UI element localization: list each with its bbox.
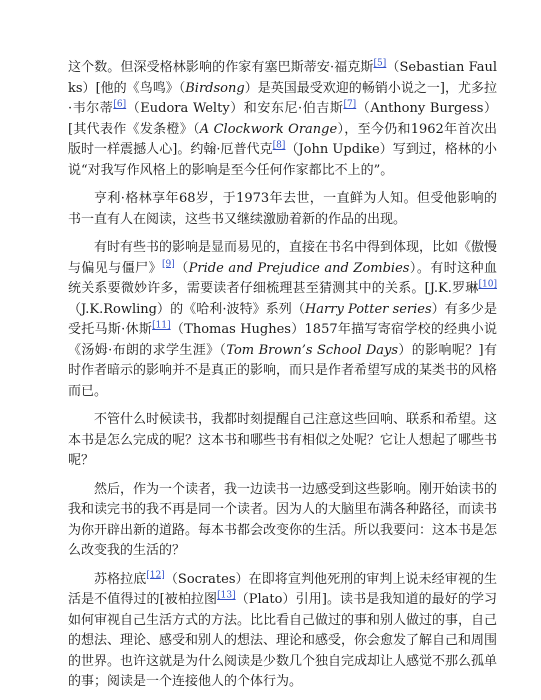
- text-run: （John Updike）写到过，格林的小说“对我写作风格上的影响是至今任何作家都比不上的”。: [68, 142, 497, 178]
- footnote-link[interactable]: [12]: [146, 570, 165, 581]
- italic-title: Pride and Prejudice and Zombies: [188, 260, 410, 276]
- text-run: （Sebastian Faulks）[他的《鸟鸣》（: [68, 60, 497, 96]
- text-run: （Socrates）在即将宣判他死刑的审判上说未经审视的生活是不值得过的[被柏拉图: [68, 571, 497, 607]
- footnote-link[interactable]: [11]: [152, 320, 171, 331]
- paragraph-6: [68, 570, 497, 693]
- paragraph-5: [68, 480, 497, 562]
- paragraph-3: [68, 238, 497, 402]
- text-run: 这个数。但深受格林影响的作家有塞巴斯蒂安·福克斯: [68, 60, 374, 75]
- text-run: 有时有些书的影响是显而易见的，直接在书名中得到体现，比如《傲慢与偏见与僵尸》: [68, 240, 498, 276]
- text-run: 然后，作为一个读者，我一边读书一边感受到这些影响。刚开始读书的我和读完书的我不再是同一个读者。因为人的大脑里布满各种路径，而读书为你开辟出新的道路。每本书都会改变你的生活。所以我要问：这本书是怎么改变我的生活的？: [68, 481, 498, 558]
- text-run: ），至今仍和1962年首次出版时一样震撼人心]。约翰·厄普代克: [68, 121, 497, 157]
- italic-title: A Clockwork Orange: [199, 121, 338, 137]
- footnote-link[interactable]: [6]: [113, 99, 127, 110]
- text-run: 不管什么时候读书，我都时刻提醒自己注意这些回响、联系和希望。这本书是怎么完成的呢？这本书和哪些书有相似之处呢？它让人想起了哪些书呢？: [68, 412, 498, 468]
- paragraph-4: [68, 410, 497, 472]
- paragraph-2: [68, 189, 497, 230]
- text-run: ）。有时这种血统关系要微妙许多，需要读者仔细梳理甚至猜测其中的关系。[J.K.罗琳: [68, 260, 497, 296]
- footnote-link[interactable]: [8]: [272, 140, 286, 151]
- text-run: （: [174, 260, 189, 276]
- text-run: （Anthony Burgess）[其代表作《发条橙》（: [68, 101, 497, 137]
- footnote-link[interactable]: [10]: [478, 279, 497, 290]
- text-run: （Thomas Hughes）1857年描写寄宿学校的经典小说《汤姆·布朗的求学生涯》（: [68, 322, 497, 358]
- text-run: （J.K.Rowling）的《哈利·波特》系列（: [68, 301, 305, 317]
- italic-title: Harry Potter series: [304, 301, 432, 317]
- text-run: ）是英国最受欢迎的畅销小说之一]，尤多拉·韦尔蒂: [68, 80, 498, 116]
- footnote-link[interactable]: [9]: [162, 259, 175, 270]
- footnote-link[interactable]: [13]: [217, 590, 236, 601]
- italic-title: Birdsong: [185, 80, 245, 96]
- text-run: ）有多少是受托马斯·休斯: [68, 301, 497, 337]
- text-run: （Plato）引用]。读书是我知道的最好的学习如何审视自己生活方式的方法。比比看自己做过的事和别人做过的事，自己的想法、理论、感受和别人的想法、理论和感受，你会愈发了解自己和周围的世界。也许这就是为什么阅读是少数几个独自完成却让人感觉不那么孤单的事；阅读是一个连接他人的个体行为。: [68, 592, 498, 689]
- paragraph-1: [68, 58, 497, 181]
- italic-title: Tom Brown’s School Days: [226, 342, 399, 358]
- footnote-link[interactable]: [5]: [373, 58, 387, 69]
- footnote-link[interactable]: [7]: [343, 99, 357, 110]
- text-run: 亨利·格林享年68岁，于1973年去世，一直鲜为人知。但受他影响的书一直有人在阅读，这些书又继续激励着新的作品的出现。: [68, 191, 497, 227]
- text-run: 苏格拉底: [94, 571, 147, 587]
- text-run: （Eudora Welty）和安东尼·伯吉斯: [126, 101, 344, 116]
- text-run: ）的影响呢？]有时作者暗示的影响并不是真正的影响，而只是作者希望写成的某类书的风格而已。: [68, 342, 498, 399]
- page-body: [68, 58, 497, 693]
